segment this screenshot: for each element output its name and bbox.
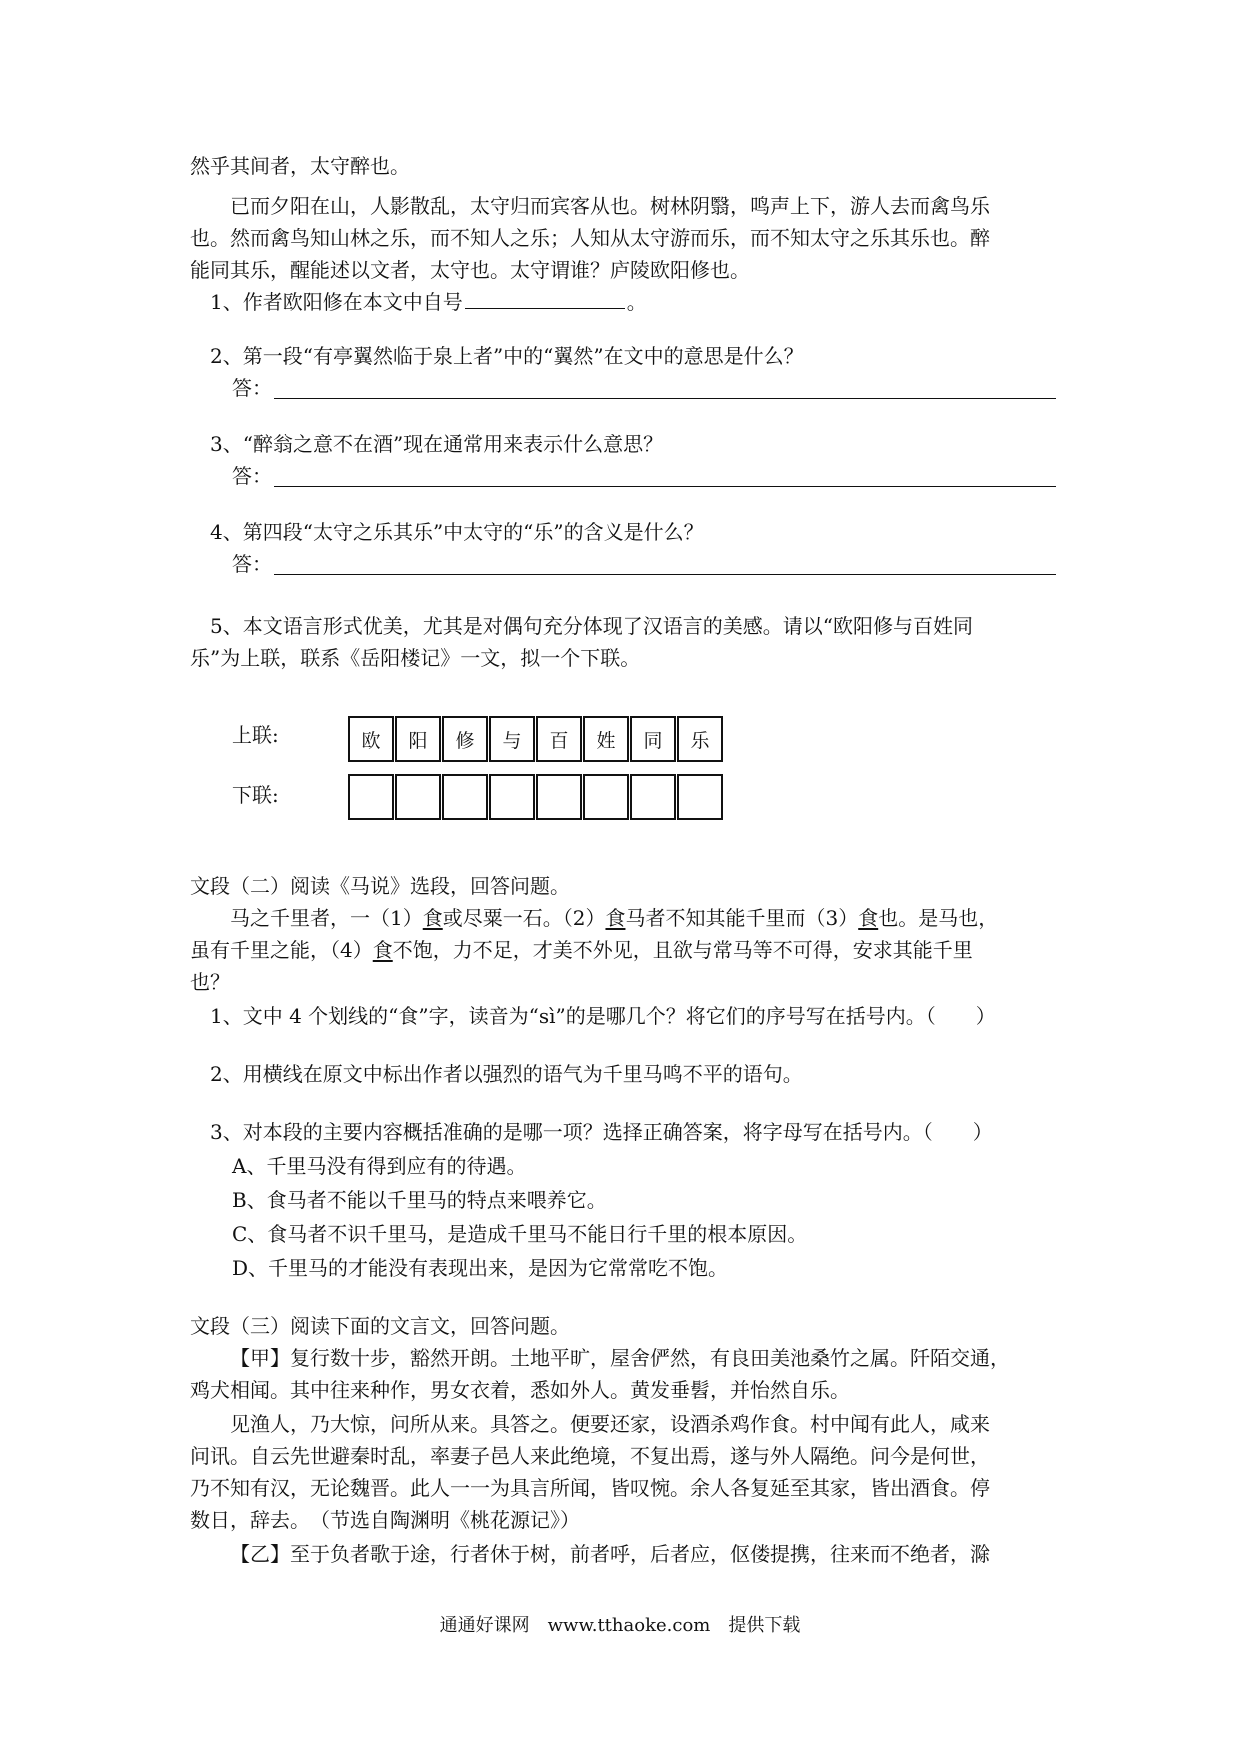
lower-couplet-label: 下联: (232, 783, 279, 807)
answer-line[interactable] (274, 398, 1056, 399)
passage-line: 问讯。自云先世避秦时乱，率妻子邑人来此绝境，不复出焉，遂与外人隔绝。问今是何世， (190, 1444, 990, 1468)
couplet-input-cell[interactable] (583, 774, 629, 820)
passage-line: 数日，辞去。 （节选自陶渊明《桃花源记》） (190, 1508, 580, 1532)
text-span: 不饱，力不足，才美不外见，且欲与常马等不可得，安求其能千里 (392, 938, 973, 962)
upper-couplet-label: 上联: (232, 723, 279, 747)
couplet-cell: 同 (630, 716, 676, 762)
couplet-cell: 阳 (395, 716, 441, 762)
question-5-cont: 乐”为上联，联系《岳阳楼记》一文，拟一个下联。 (190, 646, 641, 670)
question-1: 1、文中 4 个划线的“食”字，读音为“sì”的是哪几个？将它们的序号写在括号内。（ ） (210, 1004, 996, 1028)
question-3: 3、对本段的主要内容概括准确的是哪一项？选择正确答案，将字母写在括号内。（ ） (210, 1120, 993, 1144)
passage-line (230, 902, 1100, 934)
question-4: 4、第四段“太守之乐其乐”中太守的“乐”的含义是什么？ (210, 520, 704, 544)
couplet-input-cell[interactable] (630, 774, 676, 820)
couplet-cell: 修 (442, 716, 488, 762)
couplet-input-cell[interactable] (536, 774, 582, 820)
text-span: 虽有千里之能，（4） (190, 938, 373, 962)
question-5: 5、本文语言形式优美，尤其是对偶句充分体现了汉语言的美感。请以“欧阳修与百姓同 (210, 614, 973, 638)
option-a: A、千里马没有得到应有的待遇。 (232, 1154, 527, 1178)
couplet-cell: 与 (489, 716, 535, 762)
question-text: 。 (626, 290, 647, 314)
question-1 (210, 286, 1080, 318)
underlined-char: 食 (422, 906, 443, 930)
passage-line: 鸡犬相闻。其中往来种作，男女衣着，悉如外人。黄发垂髫，并怡然自乐。 (190, 1378, 850, 1402)
underlined-char: 食 (372, 938, 393, 962)
passage-line: 能同其乐，醒能述以文者，太守也。太守谓谁？庐陵欧阳修也。 (190, 258, 750, 282)
couplet-input-cell[interactable] (348, 774, 394, 820)
upper-couplet-cells (348, 716, 724, 762)
answer-label: 答： (232, 376, 272, 400)
option-b: B、食马者不能以千里马的特点来喂养它。 (232, 1188, 607, 1212)
page-footer: 通通好课网 www.tthaoke.com 提供下载 (439, 1615, 801, 1636)
answer-label: 答： (232, 464, 272, 488)
passage-line: 【乙】至于负者歌于途，行者休于树，前者呼，后者应，伛偻提携，往来而不绝者，滁 (230, 1542, 990, 1566)
question-text: 1、作者欧阳修在本文中自号 (210, 290, 463, 314)
lower-couplet-cells (348, 774, 724, 820)
passage-line: 【甲】复行数十步，豁然开朗。土地平旷，屋舍俨然，有良田美池桑竹之属。阡陌交通， (230, 1346, 1010, 1370)
option-c: C、食马者不识千里马，是造成千里马不能日行千里的根本原因。 (232, 1222, 808, 1246)
answer-line[interactable] (274, 486, 1056, 487)
fill-blank[interactable] (465, 288, 625, 309)
question-3: 3、“醉翁之意不在酒”现在通常用来表示什么意思？ (210, 432, 664, 456)
question-2: 2、用横线在原文中标出作者以强烈的语气为千里马鸣不平的语句。 (210, 1062, 803, 1086)
text-span: 也。是马也， (878, 906, 999, 930)
passage-line (190, 934, 1060, 966)
text-span: 马之千里者，一（1） (230, 906, 423, 930)
couplet-cell: 乐 (677, 716, 723, 762)
passage-line: 也？ (190, 970, 230, 994)
option-d: D、千里马的才能没有表现出来，是因为它常常吃不饱。 (232, 1256, 729, 1280)
answer-line[interactable] (274, 574, 1056, 575)
couplet-input-cell[interactable] (489, 774, 535, 820)
passage-line: 已而夕阳在山，人影散乱，太守归而宾客从也。树林阴翳，鸣声上下，游人去而禽鸟乐 (230, 194, 990, 218)
passage-line: 然乎其间者，太守醉也。 (190, 154, 410, 178)
couplet-cell: 欧 (348, 716, 394, 762)
couplet-input-cell[interactable] (395, 774, 441, 820)
section-2-heading: 文段（二）阅读《马说》选段，回答问题。 (190, 874, 570, 898)
text-span: 马者不知其能千里而（3） (625, 906, 859, 930)
text-span: 或尽粟一石。（2） (442, 906, 606, 930)
couplet-input-cell[interactable] (677, 774, 723, 820)
section-3-heading: 文段（三）阅读下面的文言文，回答问题。 (190, 1314, 570, 1338)
couplet-cell: 姓 (583, 716, 629, 762)
answer-label: 答： (232, 552, 272, 576)
underlined-char: 食 (605, 906, 626, 930)
couplet-input-cell[interactable] (442, 774, 488, 820)
couplet-cell: 百 (536, 716, 582, 762)
passage-line: 乃不知有汉，无论魏晋。此人一一为具言所闻，皆叹惋。余人各复延至其家，皆出酒食。停 (190, 1476, 990, 1500)
question-2: 2、第一段“有亭翼然临于泉上者”中的“翼然”在文中的意思是什么？ (210, 344, 804, 368)
underlined-char: 食 (858, 906, 879, 930)
passage-line: 也。然而禽鸟知山林之乐，而不知人之乐；人知从太守游而乐，而不知太守之乐其乐也。醉 (190, 226, 990, 250)
passage-line: 见渔人，乃大惊，问所从来。具答之。便要还家，设酒杀鸡作食。村中闻有此人，咸来 (230, 1412, 990, 1436)
